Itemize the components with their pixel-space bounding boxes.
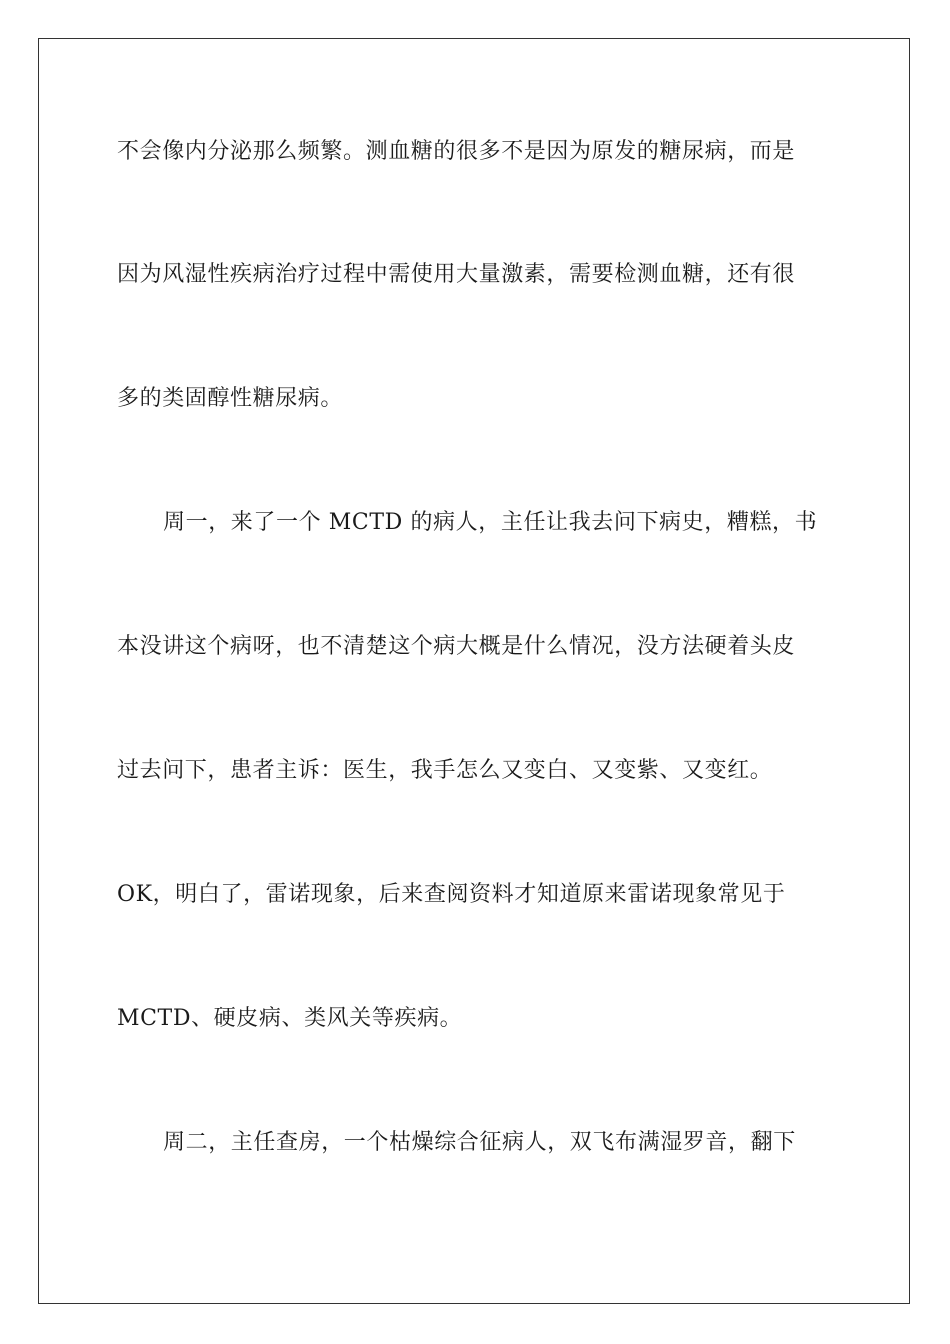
- page-border: [38, 38, 910, 1304]
- text-line-5: 本没讲这个病呀，也不清楚这个病大概是什么情况，没方法硬着头皮: [117, 634, 796, 659]
- text-line-6: 过去问下，患者主诉：医生，我手怎么又变白、又变紫、又变红。: [117, 758, 773, 783]
- text-line-2: 因为风湿性疾病治疗过程中需使用大量激素，需要检测血糖，还有很: [117, 262, 796, 287]
- text-line-1: 不会像内分泌那么频繁。测血糖的很多不是因为原发的糖尿病，而是: [117, 139, 796, 164]
- text-line-3: 多的类固醇性糖尿病。: [117, 386, 344, 411]
- text-line-9: 周二，主任查房，一个枯燥综合征病人，双飞布满湿罗音，翻下: [163, 1130, 796, 1155]
- text-line-8: MCTD、硬皮病、类风关等疾病。: [117, 1006, 463, 1031]
- text-line-7: OK，明白了，雷诺现象，后来查阅资料才知道原来雷诺现象常见于: [117, 882, 786, 907]
- text-line-4: 周一，来了一个 MCTD 的病人，主任让我去问下病史，糟糕，书: [163, 510, 818, 535]
